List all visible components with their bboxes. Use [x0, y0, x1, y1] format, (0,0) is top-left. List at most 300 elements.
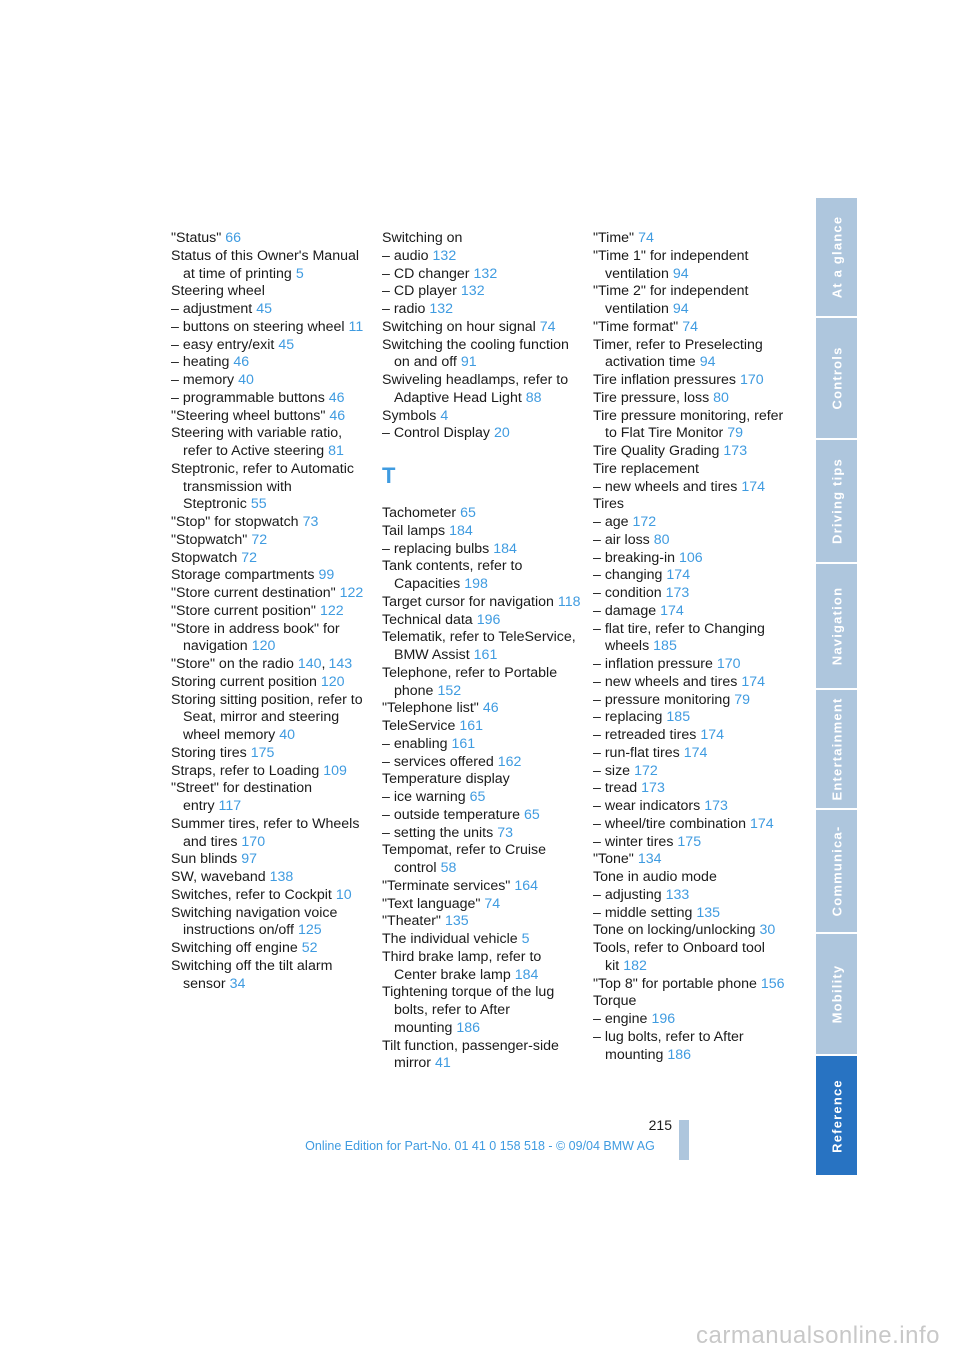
index-entry-text: "Steering wheel buttons": [171, 407, 326, 424]
footer-edition-text: Online Edition for Part-No. 01 41 0 158 518 - © 09/04 BMW AG: [305, 1139, 655, 1153]
index-entry: [171, 390, 371, 408]
index-entry: [382, 337, 582, 373]
page-link[interactable]: 186: [667, 1046, 692, 1063]
index-entry-text: Telematik, refer to TeleService, BMW Assist: [382, 629, 576, 663]
page-link[interactable]: 72: [241, 549, 258, 566]
index-entry-text: – setting the units: [382, 824, 494, 841]
section-tab[interactable]: [816, 318, 857, 440]
index-entry-text: Tilt function, passenger-side mirror: [382, 1037, 559, 1072]
index-entry-text: Timer, refer to Preselecting activation time: [593, 336, 763, 371]
page-link[interactable]: 172: [634, 762, 658, 779]
index-entry-text: Tire replacement: [593, 460, 699, 477]
page-link[interactable]: 184: [514, 966, 539, 983]
page-link[interactable]: 65: [469, 789, 486, 805]
page-link[interactable]: 174: [741, 673, 765, 690]
index-entry: [382, 594, 582, 612]
page-link[interactable]: 11: [348, 318, 364, 335]
page-link[interactable]: 134: [637, 851, 662, 868]
page-link[interactable]: 65: [524, 806, 540, 823]
page-link[interactable]: 196: [651, 1011, 676, 1027]
page-link[interactable]: 161: [451, 735, 476, 752]
index-entry: [593, 1029, 793, 1065]
index-entry: [593, 514, 793, 532]
page-link[interactable]: 143: [328, 656, 353, 672]
index-entry: [171, 372, 371, 390]
index-entry-text: – easy entry/exit: [171, 336, 275, 353]
page-link[interactable]: 161: [459, 718, 484, 734]
index-entry: [382, 523, 582, 541]
index-entry-text: Switching off the tilt alarm sensor: [171, 957, 333, 992]
index-entry-text: – breaking-in: [593, 549, 676, 566]
page-link[interactable]: 94: [672, 265, 689, 282]
index-entry-text: "Store in address book" for navigation: [171, 620, 340, 655]
index-entry: [593, 585, 793, 603]
index-entry: [382, 372, 582, 408]
index-entry-text: "Store current destination": [171, 585, 336, 601]
index-entry-text: Tone in audio mode: [593, 869, 717, 885]
index-entry-text: – replacing: [593, 709, 663, 726]
index-entry-text: Sun blinds: [171, 851, 238, 868]
page-link[interactable]: 173: [641, 780, 665, 797]
index-entry-text: Storage compartments: [171, 567, 315, 584]
page-link[interactable]: 120: [320, 673, 345, 690]
page-link[interactable]: 34: [229, 975, 246, 992]
page-link[interactable]: 152: [437, 682, 462, 699]
index-entry-text: – replacing bulbs: [382, 540, 490, 557]
index-entry: [593, 230, 793, 248]
index-entry-text: – tread: [593, 780, 638, 797]
page-link[interactable]: 175: [250, 744, 275, 761]
page-link[interactable]: 170: [241, 833, 266, 850]
index-entry: [593, 532, 793, 550]
index-entry-text: – run-flat tires: [593, 744, 680, 761]
index-entry-text: – heating: [171, 354, 230, 371]
index-entry: [171, 319, 371, 337]
page-link[interactable]: 109: [323, 762, 347, 779]
page-link[interactable]: 55: [250, 496, 267, 513]
page-link[interactable]: 172: [632, 514, 657, 530]
index-entry-text: – new wheels and tires: [593, 478, 738, 495]
index-entry-text: Tank contents, refer to Capacities: [382, 558, 523, 592]
index-entry-text: – engine: [593, 1011, 648, 1027]
section-tabs: [816, 198, 857, 1177]
index-entry-text: "Store" on the radio: [171, 656, 294, 672]
page-link[interactable]: 46: [233, 354, 250, 371]
section-tab[interactable]: [816, 198, 857, 318]
page-link[interactable]: 174: [683, 744, 708, 761]
index-entry-text: Stopwatch: [171, 549, 238, 566]
index-entry-text: – retreaded tires: [593, 727, 697, 743]
index-entry-text: Torque: [593, 993, 637, 1010]
index-entry-text: – damage: [593, 602, 657, 619]
section-tab-label: Entertainment: [829, 697, 844, 801]
page-link[interactable]: 164: [514, 877, 539, 894]
index-entry-text: SW, waveband: [171, 869, 266, 885]
index-entry: [382, 913, 582, 931]
page-link[interactable]: 80: [713, 389, 729, 406]
index-entry: [593, 656, 793, 674]
index-entry: [382, 558, 582, 594]
index-entry: [382, 301, 582, 319]
index-entry: [171, 958, 371, 994]
index-entry: [382, 984, 582, 1037]
index-entry-text: Status of this Owner's Manual at time of printing: [171, 247, 360, 282]
index-entry: [171, 337, 371, 355]
index-entry: [382, 842, 582, 878]
page-link[interactable]: 106: [679, 549, 703, 566]
index-entry-text: Swiveling headlamps, refer to Adaptive Head Light: [382, 372, 569, 406]
index-entry-text: Switching navigation voice instructions on/off: [171, 904, 338, 939]
index-entry-text: – ice warning: [382, 789, 466, 805]
page-link[interactable]: 173: [723, 443, 748, 459]
index-entry: [382, 505, 582, 523]
index-entry: [171, 550, 371, 568]
index-entry: [171, 585, 371, 603]
index-entry-text: Third brake lamp, refer to Center brake lamp: [382, 948, 542, 983]
index-entry: [382, 612, 582, 630]
page-link[interactable]: 118: [557, 593, 581, 610]
page-link[interactable]: 132: [429, 301, 454, 317]
page-link[interactable]: 80: [653, 531, 670, 548]
page-link[interactable]: 88: [525, 389, 542, 406]
index-entry-text: – wheel/tire combination: [593, 815, 746, 832]
index-entry-text: – audio: [382, 247, 429, 264]
index-entry: [593, 816, 793, 834]
index-entry: [382, 425, 582, 443]
section-tab[interactable]: [816, 690, 857, 810]
index-entry: [593, 976, 793, 994]
index-entry: [382, 1038, 582, 1074]
page-link[interactable]: 120: [251, 638, 276, 655]
index-entry: [171, 532, 371, 550]
page-link[interactable]: 5: [295, 265, 304, 282]
index-entry: [593, 692, 793, 710]
section-tab[interactable]: [816, 934, 857, 1056]
index-entry: [593, 851, 793, 869]
index-entry: [382, 931, 582, 949]
index-entry-text: Steering with variable ratio, refer to Active steering: [171, 425, 343, 459]
index-entry-text: Tightening torque of the lug bolts, refer to After mounting: [382, 984, 555, 1036]
index-entry-text: Tire Quality Grading: [593, 443, 720, 459]
section-tab-label: At a glance: [829, 215, 844, 299]
page-link[interactable]: 97: [241, 851, 258, 868]
index-entry-text: "Status": [171, 230, 222, 246]
page-link[interactable]: 133: [665, 886, 690, 903]
index-entry-text: – CD player: [382, 283, 457, 300]
page-link[interactable]: 46: [328, 389, 345, 406]
page-link[interactable]: 74: [682, 318, 699, 335]
index-entry: [382, 896, 582, 914]
page-link[interactable]: 174: [750, 815, 774, 832]
page-link[interactable]: 4: [440, 407, 449, 424]
index-entry: [171, 408, 371, 426]
index-entry: [171, 425, 371, 461]
page-number: 215: [648, 1117, 672, 1133]
index-entry: [593, 1011, 793, 1029]
index-entry: [593, 798, 793, 816]
section-tab[interactable]: [816, 440, 857, 564]
page-link[interactable]: 72: [251, 531, 268, 548]
index-entry-text: "Store current position": [171, 602, 316, 619]
index-entry: [382, 408, 582, 426]
section-tab[interactable]: [816, 1056, 857, 1177]
index-entry: [593, 940, 793, 976]
index-entry: [382, 771, 582, 789]
index-entry: [593, 745, 793, 763]
index-entry: [593, 567, 793, 585]
page-link[interactable]: 65: [460, 505, 476, 521]
index-entry-text: Tires: [593, 496, 625, 513]
page-link[interactable]: 46: [482, 700, 499, 717]
index-entry-text: Tire pressure, loss: [593, 389, 710, 406]
page-link[interactable]: 184: [493, 540, 517, 557]
index-entry-text: "Time 2" for independent ventilation: [593, 283, 749, 317]
index-entry: [171, 354, 371, 372]
page-link[interactable]: 175: [677, 833, 702, 850]
page-link[interactable]: 198: [464, 576, 488, 592]
page-link[interactable]: 74: [638, 230, 654, 246]
index-entry: [593, 674, 793, 692]
page-link[interactable]: 185: [666, 709, 691, 726]
index-column-1: [171, 230, 371, 993]
index-entry-text: Storing current position: [171, 673, 317, 690]
index-entry: [593, 905, 793, 923]
page-link[interactable]: 174: [700, 727, 724, 743]
index-entry-text: "Terminate services": [382, 877, 511, 894]
index-entry: [593, 709, 793, 727]
index-entry: [593, 834, 793, 852]
index-entry: [171, 301, 371, 319]
page-link[interactable]: 132: [432, 247, 457, 264]
index-entry: [171, 763, 371, 781]
index-entry-text: Storing sitting position, refer to Seat, mirror and steering wheel memory: [171, 691, 363, 743]
index-entry: [171, 851, 371, 869]
page-link[interactable]: 135: [696, 904, 721, 921]
index-entry: [171, 869, 371, 887]
page-link[interactable]: 138: [269, 869, 294, 885]
page-link[interactable]: 117: [218, 798, 242, 814]
page-link[interactable]: 122: [319, 602, 344, 619]
page-link[interactable]: 74: [539, 318, 556, 335]
index-entry-text: – wear indicators: [593, 798, 701, 814]
page-link[interactable]: 173: [704, 798, 728, 814]
index-entry-text: – condition: [593, 585, 662, 601]
page-link[interactable]: 20: [494, 425, 510, 442]
index-entry-text: Storing tires: [171, 744, 247, 761]
index-entry-text: Summer tires, refer to Wheels and tires: [171, 815, 360, 850]
page-link[interactable]: 5: [521, 931, 530, 947]
index-entry-text: – size: [593, 762, 631, 779]
page-link[interactable]: 122: [339, 585, 364, 601]
page-link[interactable]: 74: [484, 895, 501, 912]
page-link[interactable]: 94: [699, 354, 716, 371]
section-tab-label: Controls: [829, 346, 844, 410]
page-link[interactable]: 173: [665, 585, 690, 601]
page-link[interactable]: 66: [225, 230, 242, 246]
index-entry-text: TeleService: [382, 718, 456, 734]
page-link[interactable]: 125: [297, 922, 322, 939]
index-entry-text: Switching on: [382, 230, 463, 246]
page-number-bar: [679, 1120, 689, 1160]
page-link[interactable]: 79: [734, 691, 750, 708]
index-entry-text: – Control Display: [382, 425, 491, 442]
index-entry-text: Switching on hour signal: [382, 318, 536, 335]
index-entry: [382, 789, 582, 807]
index-entry-text: Tire pressure monitoring, refer to Flat Tire Monitor: [593, 407, 784, 442]
index-entry: [593, 337, 793, 373]
index-entry: [593, 603, 793, 621]
index-entry-text: Target cursor for navigation: [382, 593, 554, 610]
section-tab-label: Driving tips: [829, 458, 844, 544]
index-entry: [382, 665, 582, 701]
index-entry-text: "Tone": [593, 851, 634, 868]
page-link[interactable]: 91: [460, 354, 477, 371]
index-entry-text: – outside temperature: [382, 806, 521, 823]
index-entry: [593, 496, 793, 514]
index-entry: [593, 727, 793, 745]
index-entry-text: Switching the cooling function on and off: [382, 336, 569, 371]
index-entry: [171, 940, 371, 958]
page-link[interactable]: 174: [660, 602, 684, 619]
page-link[interactable]: 73: [497, 824, 513, 841]
page-link[interactable]: 10: [335, 886, 352, 903]
index-entry: [593, 479, 793, 497]
section-tab[interactable]: [816, 810, 857, 934]
index-entry-text: – pressure monitoring: [593, 691, 731, 708]
page-link[interactable]: 46: [329, 407, 346, 424]
page-link[interactable]: 99: [318, 567, 335, 584]
page-link[interactable]: 73: [302, 514, 319, 530]
index-entry: [593, 283, 793, 319]
index-entry: [171, 567, 371, 585]
page-link[interactable]: 58: [440, 860, 457, 876]
index-entry: [593, 887, 793, 905]
page-link[interactable]: 156: [760, 975, 785, 992]
index-entry: [593, 390, 793, 408]
index-entry: [171, 816, 371, 852]
index-entry-text: – age: [593, 514, 629, 530]
index-entry: [593, 248, 793, 284]
index-entry: [382, 266, 582, 284]
page-link[interactable]: 182: [623, 957, 647, 974]
page-link[interactable]: 52: [301, 940, 318, 956]
page-link[interactable]: 94: [672, 301, 689, 317]
page-link[interactable]: 81: [328, 443, 344, 459]
index-entry: [593, 550, 793, 568]
index-entry: [382, 754, 582, 772]
index-entry: [171, 780, 371, 816]
index-entry-text: "Time": [593, 230, 635, 246]
index-entry: [171, 230, 371, 248]
index-entry: [593, 443, 793, 461]
index-entry-text: Tachometer: [382, 505, 457, 521]
index-entry-text: Tail lamps: [382, 522, 446, 539]
index-entry-text: – lug bolts, refer to After mounting: [593, 1028, 744, 1063]
section-tab[interactable]: [816, 564, 857, 690]
index-entry-text: – flat tire, refer to Changing wheels: [593, 620, 765, 655]
index-entry-text: "Time 1" for independent ventilation: [593, 247, 749, 282]
index-entry-text: "Stop" for stopwatch: [171, 514, 299, 530]
section-tab-label: Reference: [829, 1078, 844, 1153]
index-entry-text: Tools, refer to Onboard tool kit: [593, 940, 765, 974]
index-entry: [382, 949, 582, 985]
index-entry: [171, 621, 371, 657]
index-entry-text: – programmable buttons: [171, 389, 325, 406]
page-link[interactable]: 132: [460, 283, 485, 300]
index-entry: [171, 461, 371, 514]
index-entry-text: Tone on locking/unlocking: [593, 922, 756, 939]
index-entry: [171, 674, 371, 692]
index-entry: [171, 514, 371, 532]
index-entry: [382, 629, 582, 665]
index-entry: [593, 993, 793, 1011]
index-entry: [171, 745, 371, 763]
page-link[interactable]: 41: [435, 1055, 451, 1072]
page-link[interactable]: 40: [279, 727, 296, 743]
page-link[interactable]: 40: [238, 372, 254, 388]
page-link[interactable]: 135: [444, 913, 469, 930]
index-entry-text: "Time format": [593, 318, 679, 335]
page-link[interactable]: 170: [739, 372, 764, 388]
index-entry: [171, 692, 371, 745]
index-entry-text: Technical data: [382, 611, 473, 628]
page-link[interactable]: 79: [727, 425, 744, 442]
index-entry-text: – radio: [382, 301, 426, 317]
index-entry-text: – CD changer: [382, 265, 470, 282]
index-entry-text: – middle setting: [593, 904, 693, 921]
index-entry: [171, 905, 371, 941]
page-link[interactable]: 174: [666, 567, 691, 584]
section-tab-label: Mobility: [829, 964, 844, 1024]
index-entry: [382, 878, 582, 896]
page-link[interactable]: 185: [653, 638, 677, 655]
page-link[interactable]: 162: [497, 753, 522, 770]
page-link[interactable]: 45: [256, 301, 273, 317]
index-entry: [593, 319, 793, 337]
index-entry-text: – buttons on steering wheel: [171, 318, 345, 335]
index-entry: [382, 700, 582, 718]
index-entry: [382, 283, 582, 301]
index-entry-text: "Top 8" for portable phone: [593, 975, 757, 992]
page-link[interactable]: 174: [741, 478, 765, 495]
watermark: carmanualsonline.info: [696, 1322, 940, 1349]
page-link[interactable]: 170: [716, 656, 741, 672]
page-link[interactable]: 45: [278, 336, 295, 353]
index-entry: [382, 736, 582, 754]
page-link[interactable]: 30: [759, 922, 776, 939]
page-link[interactable]: 196: [476, 611, 501, 628]
index-entry-text: "Telephone list": [382, 700, 479, 717]
page-link[interactable]: 132: [473, 265, 498, 282]
index-entry: [171, 656, 371, 674]
page-link[interactable]: 186: [456, 1019, 481, 1036]
index-entry-text: "Stopwatch": [171, 531, 248, 548]
index-entry: [593, 763, 793, 781]
index-entry: [593, 922, 793, 940]
page-link[interactable]: 161: [473, 647, 498, 663]
page-link[interactable]: 184: [449, 522, 473, 539]
index-entry-text: Steptronic, refer to Automatic transmission with Steptronic: [171, 460, 354, 513]
page-link[interactable]: 140: [297, 656, 322, 672]
index-entry: [382, 718, 582, 736]
index-entry: [382, 230, 582, 248]
index-entry: [593, 372, 793, 390]
index-entry: [382, 248, 582, 266]
index-entry-text: – air loss: [593, 531, 650, 548]
index-column-2: [382, 230, 582, 1073]
index-entry: [382, 807, 582, 825]
section-tab-label: Navigation: [829, 586, 844, 666]
